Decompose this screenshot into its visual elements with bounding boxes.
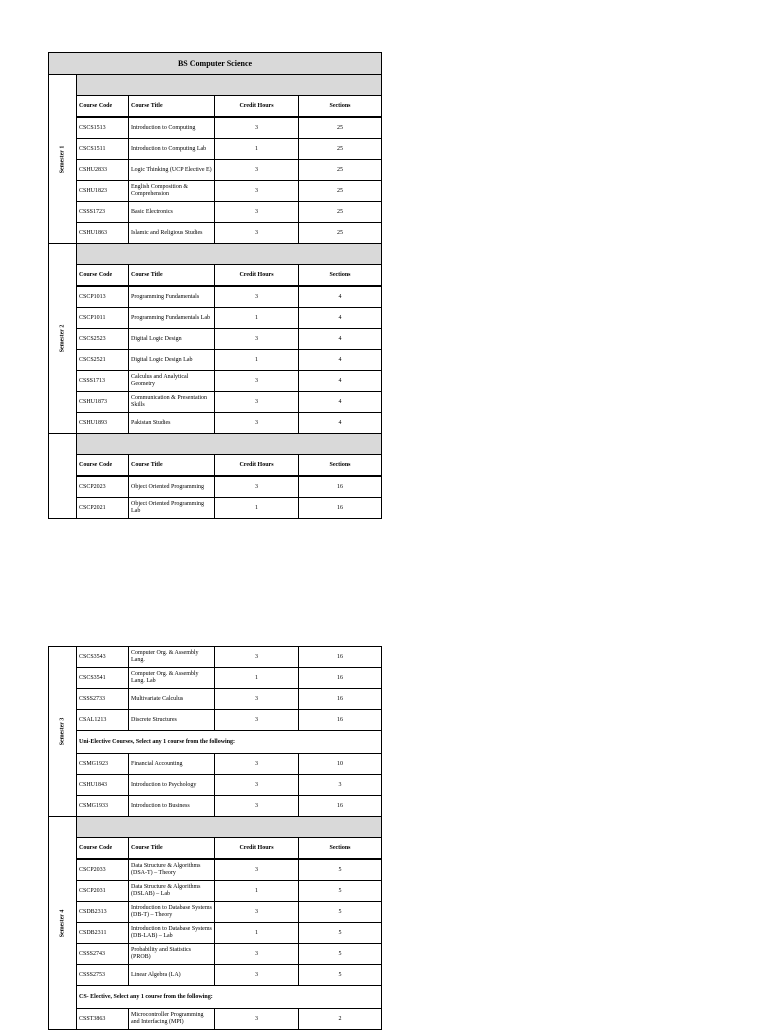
- credit-hours: 1: [215, 308, 299, 329]
- semester-band: [77, 817, 382, 838]
- sections: 10: [299, 754, 382, 775]
- table-row: [49, 859, 382, 881]
- course-code: CSCP2033: [77, 859, 129, 881]
- course-code: CSCS2523: [77, 329, 129, 350]
- credit-hours: 3: [215, 202, 299, 223]
- course-code: CSSS2733: [77, 689, 129, 710]
- sections: 5: [299, 902, 382, 923]
- header-course-title: Course Title: [129, 96, 215, 118]
- header-course-code: Course Code: [77, 265, 129, 287]
- course-title: Introduction to Database Systems (DB-LAB) – Lab: [129, 923, 215, 944]
- uni-elective-row: [49, 731, 382, 754]
- sections: 5: [299, 881, 382, 902]
- table-row: [49, 329, 382, 350]
- sections: 2: [299, 1009, 382, 1030]
- credit-hours: 3: [215, 775, 299, 796]
- sections: 16: [299, 498, 382, 519]
- course-title: Introduction to Computing Lab: [129, 139, 215, 160]
- course-title: Logic Thinking (UCP Elective E): [129, 160, 215, 181]
- credit-hours: 1: [215, 668, 299, 689]
- course-code: CSAL1213: [77, 710, 129, 731]
- course-code: CSCP2031: [77, 881, 129, 902]
- sections: 4: [299, 392, 382, 413]
- header-credit-hours: Credit Hours: [215, 96, 299, 118]
- sections: 25: [299, 117, 382, 139]
- table-row: [49, 710, 382, 731]
- semester-band: [77, 75, 382, 96]
- credit-hours: 3: [215, 1009, 299, 1030]
- credit-hours: 1: [215, 139, 299, 160]
- course-code: CSCS1513: [77, 117, 129, 139]
- course-code: CSST3863: [77, 1009, 129, 1030]
- table-row: [49, 476, 382, 498]
- course-title: Introduction to Business: [129, 796, 215, 817]
- course-code: CSMG1933: [77, 796, 129, 817]
- course-title: Probability and Statistics (PROB): [129, 944, 215, 965]
- header-course-title: Course Title: [129, 455, 215, 477]
- semester-1-label: Semester 1: [49, 75, 77, 244]
- table-header-row: [49, 96, 382, 118]
- course-code: CSHU1893: [77, 413, 129, 434]
- course-title: Discrete Structures: [129, 710, 215, 731]
- course-code: CSCP2023: [77, 476, 129, 498]
- table-row: [49, 139, 382, 160]
- header-course-title: Course Title: [129, 838, 215, 860]
- course-title: Digital Logic Design Lab: [129, 350, 215, 371]
- table-row: [49, 160, 382, 181]
- table-row: [49, 202, 382, 223]
- course-table-page-1: [48, 52, 382, 519]
- header-credit-hours: Credit Hours: [215, 265, 299, 287]
- sections: 16: [299, 668, 382, 689]
- sections: 3: [299, 775, 382, 796]
- header-course-code: Course Code: [77, 838, 129, 860]
- credit-hours: 3: [215, 181, 299, 202]
- credit-hours: 3: [215, 223, 299, 244]
- table-row: [49, 754, 382, 775]
- course-code: CSCP1011: [77, 308, 129, 329]
- semester-band: [77, 434, 382, 455]
- sections: 4: [299, 308, 382, 329]
- header-sections: Sections: [299, 838, 382, 860]
- course-title: Calculus and Analytical Geometry: [129, 371, 215, 392]
- course-title: Digital Logic Design: [129, 329, 215, 350]
- credit-hours: 1: [215, 923, 299, 944]
- sections: 5: [299, 965, 382, 986]
- table-row: [49, 223, 382, 244]
- header-sections: Sections: [299, 455, 382, 477]
- sections: 4: [299, 413, 382, 434]
- table-row: [49, 413, 382, 434]
- table-row: [49, 286, 382, 308]
- sections: 25: [299, 139, 382, 160]
- course-code: CSDB2311: [77, 923, 129, 944]
- semester-3-label: Semester 3: [49, 647, 77, 817]
- table-row: [49, 881, 382, 902]
- credit-hours: 1: [215, 498, 299, 519]
- table-row: [49, 647, 382, 668]
- credit-hours: 3: [215, 329, 299, 350]
- credit-hours: 3: [215, 392, 299, 413]
- credit-hours: 3: [215, 796, 299, 817]
- course-code: CSCS2521: [77, 350, 129, 371]
- semester-4-label: Semester 4: [49, 817, 77, 1030]
- course-title: Introduction to Psychology: [129, 775, 215, 796]
- sections: 16: [299, 710, 382, 731]
- table-header-row: [49, 265, 382, 287]
- course-code: CSSS2743: [77, 944, 129, 965]
- cs-elective-row: [49, 986, 382, 1009]
- course-code: CSCP2021: [77, 498, 129, 519]
- course-code: CSCS3541: [77, 668, 129, 689]
- table-row: [49, 796, 382, 817]
- table-row: [49, 944, 382, 965]
- table-row: [49, 181, 382, 202]
- sections: 5: [299, 923, 382, 944]
- course-title: Computer Org. & Assembly Lang. Lab: [129, 668, 215, 689]
- course-code: CSMG1923: [77, 754, 129, 775]
- sections: 16: [299, 689, 382, 710]
- course-title: Programming Fundamentals Lab: [129, 308, 215, 329]
- table-row: [49, 350, 382, 371]
- header-course-code: Course Code: [77, 96, 129, 118]
- credit-hours: 3: [215, 647, 299, 668]
- credit-hours: 3: [215, 754, 299, 775]
- credit-hours: 3: [215, 689, 299, 710]
- document-page-2: [48, 646, 382, 1024]
- course-code: CSSS2753: [77, 965, 129, 986]
- course-code: CSHU1823: [77, 181, 129, 202]
- credit-hours: 3: [215, 413, 299, 434]
- course-title: Introduction to Computing: [129, 117, 215, 139]
- table-row: [49, 392, 382, 413]
- course-code: CSHU1863: [77, 223, 129, 244]
- table-row: [49, 371, 382, 392]
- course-title: Financial Accounting: [129, 754, 215, 775]
- semester-2-label: Semester 2: [49, 244, 77, 434]
- sections: 4: [299, 329, 382, 350]
- course-code: CSSS1713: [77, 371, 129, 392]
- table-row: [49, 775, 382, 796]
- course-title: Multivariate Calculus: [129, 689, 215, 710]
- course-title: Basic Electronics: [129, 202, 215, 223]
- table-row: [49, 923, 382, 944]
- table-row: [49, 308, 382, 329]
- table-row: [49, 689, 382, 710]
- course-code: CSHU1843: [77, 775, 129, 796]
- course-code: CSSS1723: [77, 202, 129, 223]
- course-code: CSCS1511: [77, 139, 129, 160]
- sections: 25: [299, 202, 382, 223]
- credit-hours: 3: [215, 944, 299, 965]
- course-title: Introduction to Database Systems (DB-T) – Theory: [129, 902, 215, 923]
- course-title: Communication & Presentation Skills: [129, 392, 215, 413]
- course-title: Data Structure & Algorithms (DSA-T) – Theory: [129, 859, 215, 881]
- sections: 4: [299, 286, 382, 308]
- program-title: BS Computer Science: [49, 53, 382, 75]
- sections: 25: [299, 223, 382, 244]
- course-title: Object Oriented Programming: [129, 476, 215, 498]
- table-row: [49, 1009, 382, 1030]
- sections: 5: [299, 859, 382, 881]
- credit-hours: 3: [215, 476, 299, 498]
- sections: 4: [299, 371, 382, 392]
- course-title: English Composition & Comprehension: [129, 181, 215, 202]
- sections: 4: [299, 350, 382, 371]
- credit-hours: 3: [215, 117, 299, 139]
- credit-hours: 3: [215, 902, 299, 923]
- document-page-1: [48, 52, 382, 524]
- course-code: CSCP1013: [77, 286, 129, 308]
- course-code: CSCS3543: [77, 647, 129, 668]
- header-course-title: Course Title: [129, 265, 215, 287]
- semester-3-label-continued: [49, 434, 77, 519]
- table-row: [49, 498, 382, 519]
- credit-hours: 3: [215, 286, 299, 308]
- sections: 5: [299, 944, 382, 965]
- credit-hours: 1: [215, 350, 299, 371]
- uni-elective-label: Uni-Elective Courses, Select any 1 course from the following:: [77, 731, 382, 754]
- header-sections: Sections: [299, 96, 382, 118]
- credit-hours: 3: [215, 371, 299, 392]
- credit-hours: 3: [215, 160, 299, 181]
- course-code: CSHU1873: [77, 392, 129, 413]
- course-table-page-2: [48, 646, 382, 1030]
- table-row: [49, 668, 382, 689]
- table-header-row: [49, 838, 382, 860]
- course-code: CSDB2313: [77, 902, 129, 923]
- cs-elective-label: CS- Elective, Select any 1 course from the following:: [77, 986, 382, 1009]
- course-title: Computer Org. & Assembly Lang.: [129, 647, 215, 668]
- course-title: Programming Fundamentals: [129, 286, 215, 308]
- course-title: Islamic and Religious Studies: [129, 223, 215, 244]
- course-title: Object Oriented Programming Lab: [129, 498, 215, 519]
- table-row: [49, 117, 382, 139]
- credit-hours: 3: [215, 859, 299, 881]
- sections: 25: [299, 160, 382, 181]
- sections: 16: [299, 476, 382, 498]
- credit-hours: 3: [215, 710, 299, 731]
- table-row: [49, 965, 382, 986]
- sections: 16: [299, 647, 382, 668]
- header-credit-hours: Credit Hours: [215, 455, 299, 477]
- course-title: Linear Algebra (LA): [129, 965, 215, 986]
- credit-hours: 3: [215, 965, 299, 986]
- header-credit-hours: Credit Hours: [215, 838, 299, 860]
- header-sections: Sections: [299, 265, 382, 287]
- header-course-code: Course Code: [77, 455, 129, 477]
- course-title: Pakistan Studies: [129, 413, 215, 434]
- table-header-row: [49, 455, 382, 477]
- table-row: [49, 902, 382, 923]
- sections: 25: [299, 181, 382, 202]
- course-title: Microcontroller Programming and Interfacing (MPI): [129, 1009, 215, 1030]
- course-title: Data Structure & Algorithms (DSLAB) – Lab: [129, 881, 215, 902]
- semester-band: [77, 244, 382, 265]
- course-code: CSHU2833: [77, 160, 129, 181]
- credit-hours: 1: [215, 881, 299, 902]
- sections: 16: [299, 796, 382, 817]
